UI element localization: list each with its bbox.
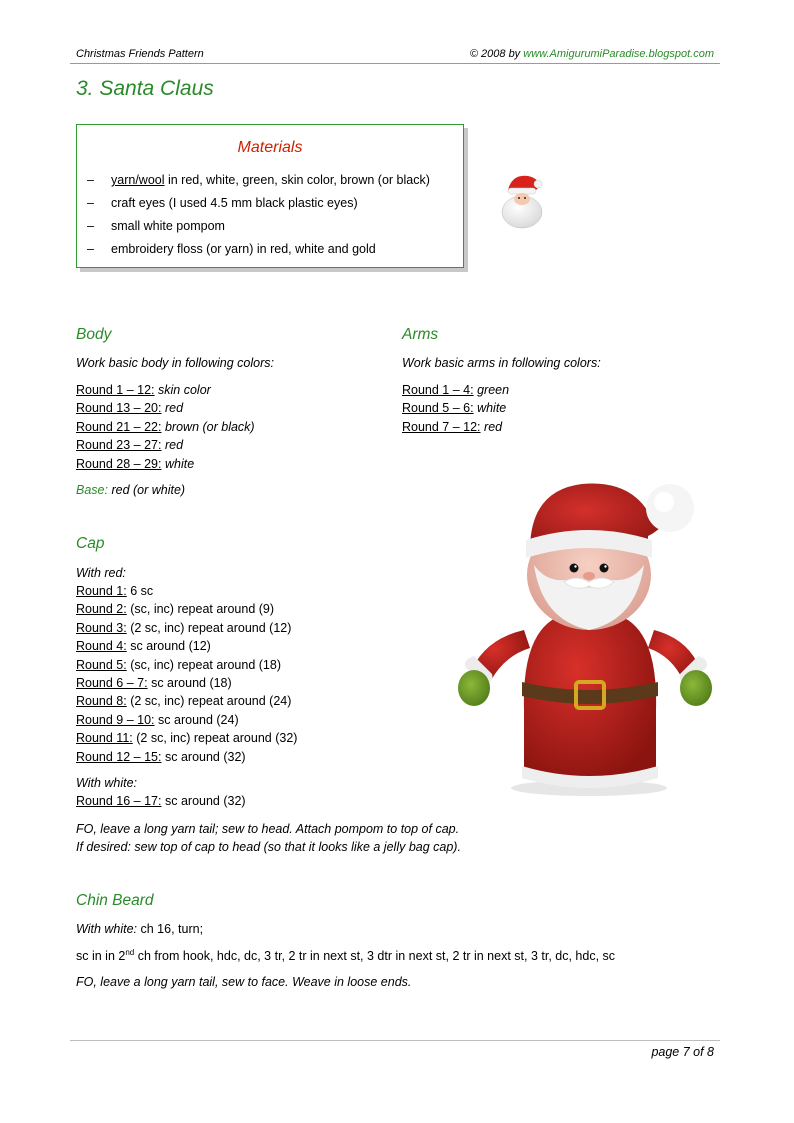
body-rounds: [76, 381, 255, 473]
materials-list: [87, 172, 430, 264]
beard-row-text: ch from hook, hdc, dc, 3 tr, 2 tr in next st, 3 dtr in next st, 2 tr in next st, 3 tr, dc, hdc, sc: [134, 949, 616, 963]
round-value: white: [477, 401, 507, 416]
round-label: Round 11:: [76, 731, 133, 746]
beard-row-superscript: nd: [125, 948, 135, 957]
list-item: [76, 399, 255, 417]
material-text: in red, white, green, skin color, brown (or black): [164, 173, 430, 187]
round-label: Round 23 – 27:: [76, 438, 162, 453]
list-item: – yarn/wool in red, white, green, skin color, brown (or black): [87, 173, 430, 187]
header-website-link[interactable]: www.AmigurumiParadise.blogspot.com: [523, 48, 714, 60]
list-item: [402, 418, 509, 436]
list-item: [76, 656, 297, 674]
list-item: [76, 748, 297, 766]
round-value: white: [164, 456, 195, 471]
beard-row-text: sc in in 2: [76, 949, 126, 963]
header-title: Christmas Friends Pattern: [76, 48, 204, 60]
body-heading: Body: [76, 326, 112, 343]
base-label: Base:: [76, 483, 108, 497]
beard-row: [76, 947, 615, 965]
header-divider: [70, 63, 720, 64]
cap-with-red: With red:: [76, 566, 126, 580]
round-label: Round 16 – 17:: [76, 794, 162, 808]
list-item: [76, 729, 297, 747]
cap-rounds: [76, 582, 297, 766]
arms-rounds: [402, 381, 509, 436]
list-item: [76, 600, 297, 618]
santa-amigurumi-photo: [452, 470, 714, 800]
material-text: small white pompom: [111, 219, 225, 233]
round-value: (2 sc, inc) repeat around (12): [130, 620, 292, 635]
list-item: [76, 436, 255, 454]
santa-face-icon: [498, 172, 546, 230]
beard-finish: FO, leave a long yarn tail, sew to face. Weave in loose ends.: [76, 975, 412, 989]
cap-note: FO, leave a long yarn tail; sew to head. Attach pompom to top of cap.: [76, 822, 460, 836]
cap-note: If desired: sew top of cap to head (so that it looks like a jelly bag cap).: [76, 840, 461, 855]
beard-heading: Chin Beard: [76, 892, 154, 909]
list-item: – embroidery floss (or yarn) in red, white and gold: [87, 242, 376, 256]
beard-start: [76, 920, 203, 938]
footer-divider: [70, 1040, 720, 1041]
list-item: – craft eyes (I used 4.5 mm black plastic eyes): [87, 196, 358, 210]
round-value: sc around (24): [158, 712, 239, 727]
round-label: Round 13 – 20:: [76, 401, 162, 416]
page-number: page 7 of 8: [651, 1045, 714, 1059]
round-value: sc around (32): [164, 749, 246, 764]
round-value: (sc, inc) repeat around (18): [130, 657, 281, 672]
list-item: [76, 582, 297, 600]
list-item: [76, 418, 255, 436]
arms-heading: Arms: [402, 326, 439, 343]
round-value: red: [484, 419, 503, 434]
round-value: red: [164, 438, 184, 453]
page-title: 3. Santa Claus: [76, 77, 214, 100]
round-value: sc around (12): [130, 639, 211, 654]
header-copyright-prefix: © 2008 by: [469, 48, 524, 60]
materials-heading: Materials: [237, 139, 303, 156]
round-value: (2 sc, inc) repeat around (24): [130, 694, 292, 709]
list-item: [76, 674, 297, 692]
list-item: [402, 381, 509, 399]
material-underlined: yarn/wool: [111, 173, 165, 187]
list-item: [76, 455, 255, 473]
body-base: [76, 481, 185, 499]
round-value: red: [164, 401, 184, 416]
round-label: Round 1 – 4:: [402, 383, 474, 397]
list-item: [76, 619, 297, 637]
body-intro: Work basic body in following colors:: [76, 356, 274, 370]
material-text: embroidery floss (or yarn) in red, white and gold: [111, 242, 376, 256]
round-value: sc around (32): [164, 794, 246, 808]
round-label: Round 5:: [76, 657, 127, 672]
round-label: Round 9 – 10:: [76, 712, 155, 727]
list-item: – small white pompom: [87, 219, 225, 233]
list-item: [76, 381, 255, 399]
round-label: Round 8:: [76, 694, 127, 709]
round-label: Round 1 – 12:: [76, 383, 155, 397]
round-value: 6 sc: [130, 584, 154, 598]
cap-heading: Cap: [76, 535, 105, 552]
round-value: sc around (18): [151, 675, 232, 690]
list-item: [402, 399, 509, 417]
cap-with-white: With white:: [76, 776, 138, 790]
beard-with-white: With white:: [76, 922, 138, 936]
round-label: Round 12 – 15:: [76, 749, 162, 764]
round-value: brown (or black): [164, 419, 255, 434]
beard-start-text: ch 16, turn;: [137, 922, 204, 936]
round-value: (sc, inc) repeat around (9): [130, 602, 275, 617]
header-copyright: [470, 48, 714, 60]
round-value: skin color: [158, 383, 211, 397]
list-item: [76, 692, 297, 710]
round-label: Round 6 – 7:: [76, 675, 148, 690]
round-value: green: [477, 383, 510, 397]
arms-intro: Work basic arms in following colors:: [402, 356, 601, 370]
cap-notes: [76, 820, 461, 857]
round-label: Round 3:: [76, 620, 127, 635]
round-label: Round 21 – 22:: [76, 419, 162, 434]
round-label: Round 2:: [76, 602, 127, 617]
round-value: (2 sc, inc) repeat around (32): [136, 731, 298, 746]
base-value: red (or white): [111, 483, 186, 497]
round-label: Round 5 – 6:: [402, 401, 474, 416]
round-label: Round 7 – 12:: [402, 419, 481, 434]
material-text: craft eyes (I used 4.5 mm black plastic eyes): [111, 196, 358, 210]
round-label: Round 28 – 29:: [76, 456, 162, 471]
round-label: Round 4:: [76, 639, 127, 654]
materials-box: [76, 124, 464, 268]
list-item: [76, 711, 297, 729]
round-label: Round 1:: [76, 584, 127, 598]
cap-white-round: [76, 792, 246, 810]
list-item: [76, 637, 297, 655]
